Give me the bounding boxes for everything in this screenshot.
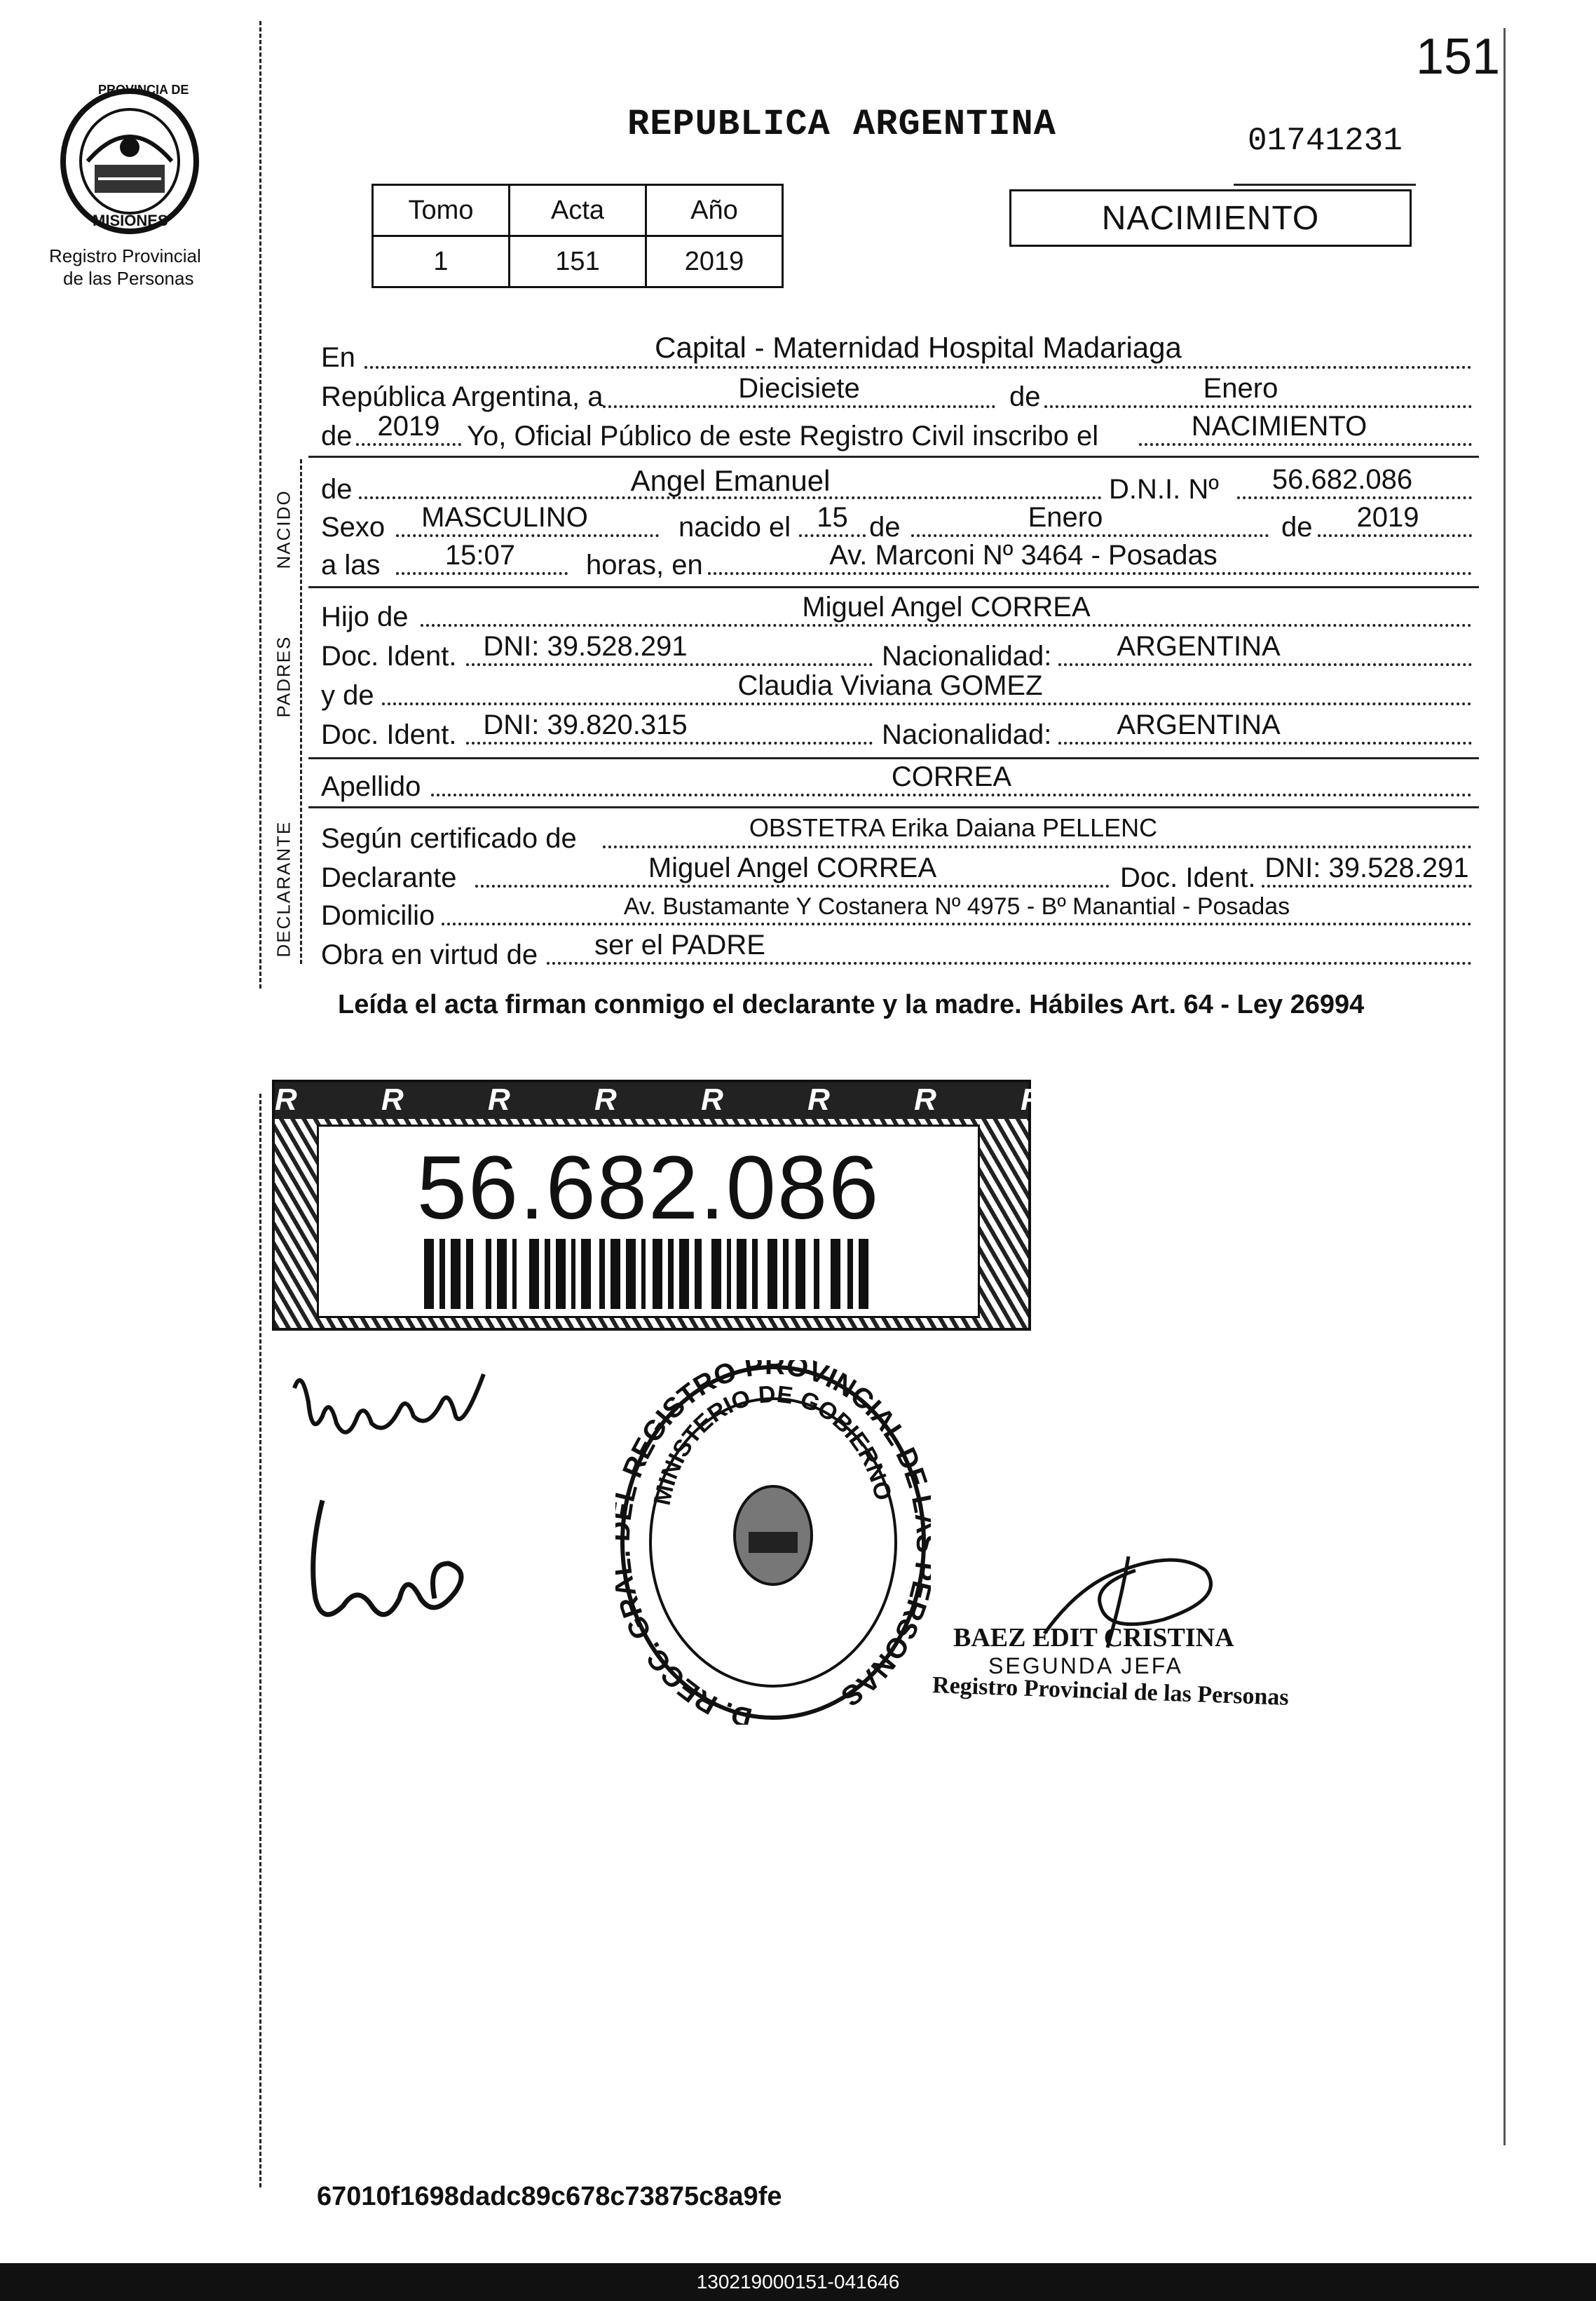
dots-dni <box>1237 496 1472 499</box>
dots-obra <box>547 962 1472 965</box>
value-madre-nac: ARGENTINA <box>1117 710 1281 740</box>
dots-padre-doc <box>466 663 873 666</box>
label-de4: de <box>869 512 901 543</box>
id-number: 56.682.086 <box>416 1138 880 1238</box>
label-de5: de <box>1281 512 1313 543</box>
pattern-letter: R <box>381 1082 428 1117</box>
value-obra: ser el PADRE <box>594 930 765 961</box>
label-dni: D.N.I. Nº <box>1109 474 1219 505</box>
value-nac-dia: 15 <box>817 502 848 533</box>
dots-sexo <box>396 534 659 537</box>
record-type: NACIMIENTO <box>1101 199 1320 237</box>
anio-value: 2019 <box>646 236 783 287</box>
record-type-box <box>1009 189 1412 247</box>
dots-direccion <box>708 572 1472 575</box>
dots-nac-mes <box>911 534 1269 537</box>
label-nacido-el: nacido el <box>678 512 791 543</box>
dots-declarante-doc <box>1262 885 1472 888</box>
registry-name-line2: de las Personas <box>63 268 194 289</box>
label-y-de: y de <box>321 680 374 711</box>
value-direccion: Av. Marconi Nº 3464 - Posadas <box>829 540 1218 571</box>
label-de1: de <box>1009 381 1041 412</box>
id-label-frame <box>272 1080 1067 1331</box>
dots-domicilio <box>442 923 1472 925</box>
separator-3 <box>308 757 1479 759</box>
label-apellido: Apellido <box>321 771 421 802</box>
label-hijo-de: Hijo de <box>321 602 409 632</box>
dots-certificado <box>603 846 1472 848</box>
value-apellido: CORREA <box>891 761 1012 792</box>
value-padre: Miguel Angel CORREA <box>802 592 1091 623</box>
signature-declarante <box>280 1360 505 1465</box>
value-nombre: Angel Emanuel <box>630 464 831 497</box>
section-label-nacido: NACIDO <box>273 489 294 569</box>
value-nac-anio: 2019 <box>1356 502 1419 533</box>
stamp-inner-text: MINISTERIO DE GOBIERNO <box>648 1380 897 1508</box>
separator-2 <box>308 586 1479 588</box>
value-madre-doc: DNI: 39.820.315 <box>483 710 688 740</box>
value-sexo: MASCULINO <box>421 502 588 533</box>
footer-code: 130219000151-041646 <box>696 2271 900 2293</box>
acta-value: 151 <box>510 236 646 287</box>
country-title: REPUBLICA ARGENTINA <box>627 104 1056 145</box>
value-mes: Enero <box>1203 373 1278 404</box>
serial-number: 01741231 <box>1248 123 1403 159</box>
label-doc-ident-2: Doc. Ident. <box>321 719 457 750</box>
left-margin-line <box>259 21 261 989</box>
dots-tipo <box>1139 443 1472 446</box>
pattern-letter: R <box>488 1082 534 1117</box>
value-domicilio: Av. Bustamante Y Costanera Nº 4975 - Bº Manantial - Posadas <box>623 893 1290 920</box>
logo-top-text: PROVINCIA DE <box>98 83 189 97</box>
serial-underline <box>1234 184 1416 186</box>
dots-anio <box>356 443 461 446</box>
dots-declarante <box>475 885 1110 888</box>
label-en: En <box>321 342 355 373</box>
label-de2: de <box>321 421 353 452</box>
acta-header: Acta <box>510 185 646 236</box>
separator-4 <box>308 806 1479 808</box>
footer-bar <box>0 2263 1596 2301</box>
pattern-letter: R <box>594 1082 641 1117</box>
signatory-role: SEGUNDA JEFA <box>988 1653 1183 1678</box>
label-yo: Yo, Oficial Público de este Registro Civil inscribo el <box>467 421 1099 452</box>
label-segun: Según certificado de <box>321 823 577 854</box>
record-table <box>371 184 784 288</box>
value-madre: Claudia Viviana GOMEZ <box>737 670 1043 701</box>
dots-dia <box>603 405 995 408</box>
label-horas-en: horas, en <box>586 550 703 581</box>
official-stamp <box>615 1360 931 1725</box>
value-hora: 15:07 <box>444 540 516 571</box>
dots-madre-nac <box>1058 742 1472 745</box>
value-lugar: Capital - Maternidad Hospital Madariaga <box>655 331 1182 364</box>
right-margin-line <box>1503 28 1506 2145</box>
value-anio: 2019 <box>377 411 440 442</box>
dots-madre <box>382 702 1472 705</box>
section-label-padres: PADRES <box>273 635 294 718</box>
tomo-value: 1 <box>373 236 510 287</box>
label-declarante: Declarante <box>321 862 457 893</box>
value-dni: 56.682.086 <box>1271 464 1413 495</box>
pattern-letter: R <box>1021 1082 1067 1117</box>
pattern-letter: R <box>914 1082 960 1117</box>
document-hash: 67010f1698dadc89c678c73875c8a9fe <box>317 2182 782 2211</box>
dots-en <box>364 366 1472 369</box>
page-number: 151 <box>1416 29 1501 85</box>
value-dia: Diecisiete <box>738 373 860 404</box>
pattern-letter: R <box>275 1082 321 1117</box>
pattern-letter: R <box>807 1082 854 1117</box>
dots-hora <box>396 572 568 575</box>
value-declarante: Miguel Angel CORREA <box>648 853 937 883</box>
tomo-header: Tomo <box>373 185 510 236</box>
id-label-pattern-strip <box>275 1082 1067 1119</box>
section-label-declarante: DECLARANTE <box>273 820 294 958</box>
section-divider-line <box>300 459 302 964</box>
dots-madre-doc <box>466 742 873 745</box>
signatory-name: BAEZ EDIT CRISTINA <box>953 1623 1234 1652</box>
left-margin-line-lower <box>259 1094 261 2187</box>
logo-bottom-text: MISIONES <box>93 212 168 229</box>
anio-header: Año <box>646 185 783 236</box>
dots-apellido <box>431 794 1472 796</box>
label-sexo: Sexo <box>321 512 386 543</box>
label-nacionalidad-1: Nacionalidad: <box>882 641 1052 672</box>
dots-padre-nac <box>1058 663 1472 666</box>
pattern-letter: R <box>701 1082 747 1117</box>
separator-1 <box>308 456 1479 458</box>
value-padre-doc: DNI: 39.528.291 <box>483 631 688 662</box>
signatory-org: Registro Provincial de las Personas <box>932 1672 1290 1711</box>
registry-name-line1: Registro Provincial <box>49 245 201 266</box>
dots-mes <box>1044 405 1472 408</box>
dots-nac-dia <box>799 534 866 537</box>
label-a-las: a las <box>321 550 381 581</box>
dots-padre <box>421 624 1472 627</box>
value-declarante-doc: DNI: 39.528.291 <box>1264 853 1469 883</box>
signature-madre <box>294 1493 484 1634</box>
stamp-seal-icon <box>615 1360 931 1725</box>
value-certificado: OBSTETRA Erika Daiana PELLENC <box>749 813 1158 842</box>
signature-text: Miguel <box>280 1360 282 1361</box>
label-obra: Obra en virtud de <box>321 939 538 970</box>
label-republica: República Argentina, a <box>321 381 603 412</box>
id-label-inner <box>317 1125 980 1318</box>
value-padre-nac: ARGENTINA <box>1117 631 1281 662</box>
label-doc-ident-3: Doc. Ident. <box>1120 862 1256 893</box>
closing-text: Leída el acta firman conmigo el declarante y la madre. Hábiles Art. 64 - Ley 26994 <box>338 990 1365 1019</box>
dots-nac-anio <box>1318 534 1472 537</box>
label-de3: de <box>321 474 353 505</box>
label-domicilio: Domicilio <box>321 900 435 931</box>
value-nac-mes: Enero <box>1028 502 1103 533</box>
barcode-icon <box>424 1239 873 1309</box>
label-nacionalidad-2: Nacionalidad: <box>882 719 1052 750</box>
stamp-outer-text: D. RECC. GR REGISTRO PROVINCIAL DE RSONAS <box>615 1360 931 1725</box>
value-tipo: NACIMIENTO <box>1191 411 1367 442</box>
label-doc-ident-1: Doc. Ident. <box>321 641 457 672</box>
